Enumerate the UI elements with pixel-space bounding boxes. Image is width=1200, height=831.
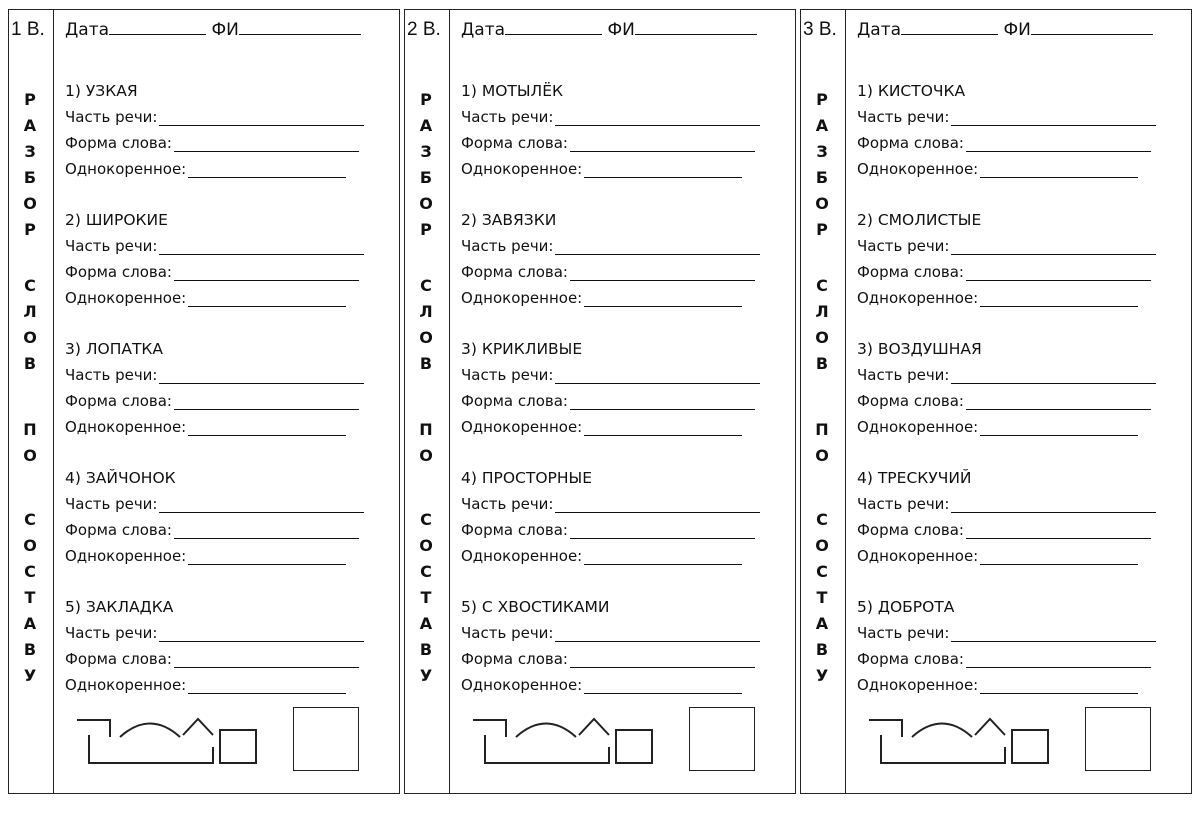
word-form-blank[interactable] <box>174 653 359 668</box>
vertical-title-letter: О <box>815 536 829 555</box>
word-form-line <box>65 521 359 539</box>
vertical-title-letter: С <box>816 510 828 529</box>
vertical-title-letter: Б <box>23 168 37 187</box>
variant-card <box>404 9 796 794</box>
vertical-title-letter: Р <box>816 220 828 239</box>
part-of-speech-label: Часть речи: <box>461 495 554 513</box>
vertical-title-letter: П <box>23 420 37 439</box>
date-field[interactable] <box>901 18 998 35</box>
part-of-speech-line <box>65 624 364 642</box>
word-form-label: Форма слова: <box>857 392 964 410</box>
task-word: 1) МОТЫЛЁК <box>461 82 564 100</box>
variant-label: 1 В. <box>11 19 45 40</box>
related-word-blank[interactable] <box>980 292 1138 307</box>
part-of-speech-line <box>65 108 364 126</box>
related-word-blank[interactable] <box>188 292 346 307</box>
prefix-icon <box>869 720 902 737</box>
related-word-line <box>461 289 742 307</box>
task-word: 4) ПРОСТОРНЫЕ <box>461 469 593 487</box>
part-of-speech-line <box>461 237 760 255</box>
vertical-title-letter: С <box>420 562 432 581</box>
answer-box[interactable] <box>1085 707 1151 771</box>
vertical-title-letter: А <box>815 614 829 633</box>
vertical-title-letter: Б <box>419 168 433 187</box>
part-of-speech-line <box>857 366 1156 384</box>
word-form-label: Форма слова: <box>461 134 568 152</box>
vertical-title-letter: У <box>23 666 37 685</box>
vertical-title-letter: А <box>419 614 433 633</box>
vertical-title-letter: Л <box>23 302 37 321</box>
part-of-speech-line <box>65 495 364 513</box>
part-of-speech-label: Часть речи: <box>857 495 950 513</box>
word-form-blank[interactable] <box>966 653 1151 668</box>
part-of-speech-blank[interactable] <box>555 111 760 126</box>
date-field[interactable] <box>109 18 206 35</box>
morpheme-symbols <box>867 705 1077 785</box>
card-sidebar <box>405 10 450 793</box>
related-word-blank[interactable] <box>188 421 346 436</box>
variant-label: 2 В. <box>407 19 441 40</box>
ending-icon <box>616 730 652 763</box>
part-of-speech-line <box>857 237 1156 255</box>
word-form-line <box>65 134 359 152</box>
word-form-label: Форма слова: <box>857 521 964 539</box>
related-word-label: Однокоренное: <box>65 547 187 565</box>
root-arc-icon <box>516 724 576 738</box>
related-word-line <box>857 418 1138 436</box>
base-bracket-icon <box>485 735 609 763</box>
card-sidebar <box>9 10 54 793</box>
vertical-title-letter: В <box>815 354 829 373</box>
date-name-header <box>461 18 757 40</box>
related-word-label: Однокоренное: <box>65 676 187 694</box>
vertical-title-letter: О <box>815 328 829 347</box>
date-field[interactable] <box>505 18 602 35</box>
vertical-title-letter: В <box>815 640 829 659</box>
task-word: 4) ТРЕСКУЧИЙ <box>857 469 972 487</box>
word-form-label: Форма слова: <box>65 263 172 281</box>
related-word-label: Однокоренное: <box>65 289 187 307</box>
related-word-label: Однокоренное: <box>461 160 583 178</box>
vertical-title-letter: В <box>419 354 433 373</box>
task-word: 2) ЗАВЯЗКИ <box>461 211 557 229</box>
part-of-speech-blank[interactable] <box>951 627 1156 642</box>
related-word-line <box>461 160 742 178</box>
related-word-line <box>461 418 742 436</box>
variant-label: 3 В. <box>803 19 837 40</box>
vertical-title-letter: О <box>23 328 37 347</box>
ending-icon <box>1012 730 1048 763</box>
suffix-icon <box>579 719 609 735</box>
word-form-line <box>461 392 755 410</box>
vertical-title-letter: А <box>815 116 829 135</box>
vertical-title-letter: О <box>419 536 433 555</box>
word-form-label: Форма слова: <box>65 521 172 539</box>
vertical-title-letter: Р <box>816 90 828 109</box>
word-form-label: Форма слова: <box>65 392 172 410</box>
word-form-blank[interactable] <box>174 524 359 539</box>
related-word-line <box>857 547 1138 565</box>
related-word-label: Однокоренное: <box>857 547 979 565</box>
task-word: 1) КИСТОЧКА <box>857 82 966 100</box>
related-word-label: Однокоренное: <box>857 676 979 694</box>
vertical-title-letter: С <box>420 510 432 529</box>
vertical-title-letter: В <box>23 640 37 659</box>
word-form-line <box>857 650 1151 668</box>
morpheme-symbols <box>75 705 285 785</box>
word-form-blank[interactable] <box>570 395 755 410</box>
root-arc-icon <box>120 724 180 738</box>
part-of-speech-blank[interactable] <box>951 498 1156 513</box>
word-form-line <box>65 650 359 668</box>
vertical-title-letter: С <box>816 562 828 581</box>
related-word-label: Однокоренное: <box>857 160 979 178</box>
vertical-title-letter: А <box>23 116 37 135</box>
date-label: Дата <box>461 20 506 40</box>
card-content <box>845 10 1191 793</box>
vertical-title-letter: С <box>816 276 828 295</box>
vertical-title-letter: О <box>815 194 829 213</box>
base-bracket-icon <box>881 735 1005 763</box>
task-word: 4) ЗАЙЧОНОК <box>65 469 176 487</box>
part-of-speech-label: Часть речи: <box>65 495 158 513</box>
related-word-label: Однокоренное: <box>461 418 583 436</box>
vertical-title-letter: З <box>420 142 432 161</box>
part-of-speech-label: Часть речи: <box>857 237 950 255</box>
related-word-line <box>65 418 346 436</box>
word-form-line <box>461 521 755 539</box>
word-form-line <box>461 263 755 281</box>
vertical-title-letter: А <box>419 116 433 135</box>
base-bracket-icon <box>89 735 213 763</box>
related-word-line <box>461 547 742 565</box>
variant-card <box>8 9 400 794</box>
word-form-label: Форма слова: <box>857 650 964 668</box>
vertical-title-letter: Б <box>815 168 829 187</box>
task-word: 2) ШИРОКИЕ <box>65 211 168 229</box>
part-of-speech-line <box>461 624 760 642</box>
word-form-label: Форма слова: <box>461 263 568 281</box>
word-form-line <box>65 263 359 281</box>
vertical-title-letter: С <box>24 276 36 295</box>
part-of-speech-blank[interactable] <box>159 240 364 255</box>
fi-label: ФИ <box>211 20 239 40</box>
fi-label: ФИ <box>1003 20 1031 40</box>
name-field[interactable] <box>635 18 757 35</box>
related-word-line <box>857 160 1138 178</box>
part-of-speech-line <box>461 495 760 513</box>
part-of-speech-label: Часть речи: <box>857 624 950 642</box>
vertical-title-letter: Л <box>815 302 829 321</box>
part-of-speech-label: Часть речи: <box>857 108 950 126</box>
morpheme-symbols <box>471 705 681 785</box>
related-word-line <box>65 289 346 307</box>
part-of-speech-label: Часть речи: <box>461 108 554 126</box>
word-form-label: Форма слова: <box>65 134 172 152</box>
vertical-title-letter: Т <box>24 588 36 607</box>
date-label: Дата <box>65 20 110 40</box>
word-form-blank[interactable] <box>966 524 1151 539</box>
related-word-label: Однокоренное: <box>461 289 583 307</box>
vertical-title-letter: Р <box>24 220 36 239</box>
word-form-blank[interactable] <box>570 266 755 281</box>
name-field[interactable] <box>1031 18 1153 35</box>
part-of-speech-line <box>857 495 1156 513</box>
related-word-line <box>461 676 742 694</box>
part-of-speech-blank[interactable] <box>951 240 1156 255</box>
related-word-blank[interactable] <box>188 679 346 694</box>
word-form-line <box>65 392 359 410</box>
word-form-blank[interactable] <box>570 653 755 668</box>
vertical-title-letter: О <box>419 194 433 213</box>
task-word: 3) КРИКЛИВЫЕ <box>461 340 583 358</box>
related-word-label: Однокоренное: <box>461 676 583 694</box>
vertical-title-letter: О <box>23 446 37 465</box>
related-word-blank[interactable] <box>188 163 346 178</box>
vertical-title-letter: У <box>815 666 829 685</box>
part-of-speech-label: Часть речи: <box>65 366 158 384</box>
word-form-line <box>461 134 755 152</box>
part-of-speech-blank[interactable] <box>555 240 760 255</box>
part-of-speech-line <box>65 366 364 384</box>
related-word-blank[interactable] <box>584 163 742 178</box>
vertical-title-letter: О <box>419 446 433 465</box>
vertical-title-letter: О <box>815 446 829 465</box>
part-of-speech-blank[interactable] <box>951 369 1156 384</box>
vertical-title-letter: С <box>24 562 36 581</box>
part-of-speech-label: Часть речи: <box>65 108 158 126</box>
word-form-blank[interactable] <box>570 137 755 152</box>
vertical-title-letter: Л <box>419 302 433 321</box>
related-word-blank[interactable] <box>980 679 1138 694</box>
task-word: 2) СМОЛИСТЫЕ <box>857 211 982 229</box>
answer-box[interactable] <box>689 707 755 771</box>
vertical-title-letter: С <box>420 276 432 295</box>
related-word-line <box>65 547 346 565</box>
task-word: 5) ЗАКЛАДКА <box>65 598 174 616</box>
card-content <box>449 10 795 793</box>
part-of-speech-label: Часть речи: <box>65 237 158 255</box>
word-form-blank[interactable] <box>966 266 1151 281</box>
task-word: 1) УЗКАЯ <box>65 82 138 100</box>
task-word: 5) С ХВОСТИКАМИ <box>461 598 610 616</box>
word-form-blank[interactable] <box>966 395 1151 410</box>
related-word-blank[interactable] <box>980 163 1138 178</box>
word-form-label: Форма слова: <box>65 650 172 668</box>
related-word-blank[interactable] <box>584 679 742 694</box>
vertical-title-letter: Р <box>420 90 432 109</box>
vertical-title-letter: З <box>24 142 36 161</box>
part-of-speech-line <box>857 624 1156 642</box>
task-word: 3) ЛОПАТКА <box>65 340 164 358</box>
ending-icon <box>220 730 256 763</box>
vertical-title-letter: А <box>23 614 37 633</box>
word-form-line <box>857 521 1151 539</box>
vertical-title-letter: О <box>419 328 433 347</box>
related-word-blank[interactable] <box>980 421 1138 436</box>
related-word-label: Однокоренное: <box>857 289 979 307</box>
related-word-label: Однокоренное: <box>857 418 979 436</box>
part-of-speech-blank[interactable] <box>555 369 760 384</box>
variant-card <box>800 9 1192 794</box>
date-label: Дата <box>857 20 902 40</box>
vertical-title-letter: Т <box>420 588 432 607</box>
related-word-label: Однокоренное: <box>461 547 583 565</box>
suffix-icon <box>975 719 1005 735</box>
part-of-speech-line <box>65 237 364 255</box>
part-of-speech-line <box>857 108 1156 126</box>
vertical-title-letter: П <box>419 420 433 439</box>
vertical-title-letter: О <box>23 194 37 213</box>
related-word-label: Однокоренное: <box>65 418 187 436</box>
card-sidebar <box>801 10 846 793</box>
prefix-icon <box>473 720 506 737</box>
vertical-title-letter: З <box>816 142 828 161</box>
part-of-speech-blank[interactable] <box>159 369 364 384</box>
date-name-header <box>857 18 1153 40</box>
task-word: 5) ДОБРОТА <box>857 598 955 616</box>
related-word-line <box>857 676 1138 694</box>
vertical-title-letter: В <box>23 354 37 373</box>
suffix-icon <box>183 719 213 735</box>
name-field[interactable] <box>239 18 361 35</box>
word-form-line <box>461 650 755 668</box>
fi-label: ФИ <box>607 20 635 40</box>
part-of-speech-blank[interactable] <box>951 111 1156 126</box>
vertical-title-letter: С <box>24 510 36 529</box>
word-form-blank[interactable] <box>174 395 359 410</box>
answer-box[interactable] <box>293 707 359 771</box>
word-form-label: Форма слова: <box>461 521 568 539</box>
related-word-line <box>65 160 346 178</box>
task-word: 3) ВОЗДУШНАЯ <box>857 340 982 358</box>
related-word-blank[interactable] <box>980 550 1138 565</box>
part-of-speech-blank[interactable] <box>555 498 760 513</box>
word-form-label: Форма слова: <box>857 134 964 152</box>
related-word-line <box>65 676 346 694</box>
word-form-label: Форма слова: <box>461 650 568 668</box>
part-of-speech-blank[interactable] <box>159 498 364 513</box>
word-form-label: Форма слова: <box>857 263 964 281</box>
date-name-header <box>65 18 361 40</box>
word-form-line <box>857 263 1151 281</box>
vertical-title-letter: Р <box>24 90 36 109</box>
word-form-label: Форма слова: <box>461 392 568 410</box>
related-word-blank[interactable] <box>188 550 346 565</box>
part-of-speech-line <box>461 108 760 126</box>
word-form-line <box>857 392 1151 410</box>
related-word-line <box>857 289 1138 307</box>
related-word-blank[interactable] <box>584 421 742 436</box>
related-word-blank[interactable] <box>584 550 742 565</box>
part-of-speech-blank[interactable] <box>159 627 364 642</box>
word-form-blank[interactable] <box>570 524 755 539</box>
part-of-speech-label: Часть речи: <box>461 366 554 384</box>
related-word-blank[interactable] <box>584 292 742 307</box>
vertical-title-letter: П <box>815 420 829 439</box>
vertical-title-letter: В <box>419 640 433 659</box>
part-of-speech-line <box>461 366 760 384</box>
part-of-speech-label: Часть речи: <box>65 624 158 642</box>
part-of-speech-blank[interactable] <box>555 627 760 642</box>
vertical-title-letter: О <box>23 536 37 555</box>
vertical-title-letter: Т <box>816 588 828 607</box>
part-of-speech-label: Часть речи: <box>461 624 554 642</box>
vertical-title-letter: У <box>419 666 433 685</box>
card-content <box>53 10 399 793</box>
prefix-icon <box>77 720 110 737</box>
related-word-label: Однокоренное: <box>65 160 187 178</box>
root-arc-icon <box>912 724 972 738</box>
part-of-speech-label: Часть речи: <box>857 366 950 384</box>
word-form-blank[interactable] <box>966 137 1151 152</box>
word-form-line <box>857 134 1151 152</box>
word-form-blank[interactable] <box>174 137 359 152</box>
word-form-blank[interactable] <box>174 266 359 281</box>
part-of-speech-blank[interactable] <box>159 111 364 126</box>
vertical-title-letter: Р <box>420 220 432 239</box>
part-of-speech-label: Часть речи: <box>461 237 554 255</box>
